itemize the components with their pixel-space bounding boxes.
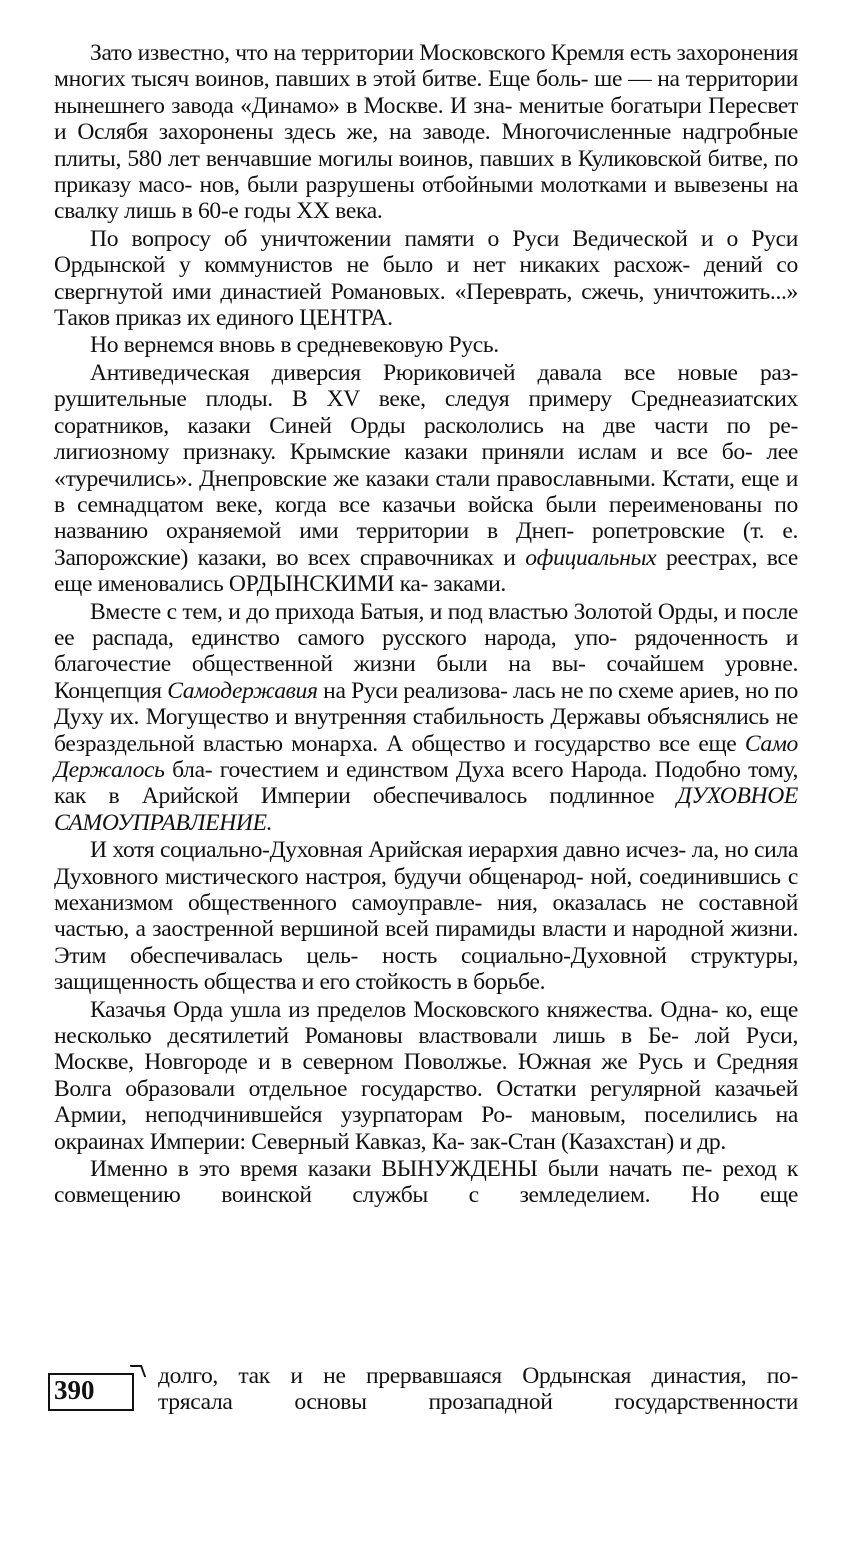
text-line: официальных реестрах, все еще именовались ОРДЫНСКИМИ ка- bbox=[54, 544, 798, 598]
text-line: заками. bbox=[433, 571, 506, 598]
text-line: стабильность Державы объяснялись не безраздельной властью bbox=[54, 704, 798, 757]
text-line: лигиозному признаку. Крымские казаки приняли ислам и все бо- bbox=[54, 439, 753, 466]
text-line: Казачья Орда ушла из пределов Московского княжества. Одна- bbox=[90, 996, 719, 1023]
text-line: регулярной казачьей Армии, неподчинившейся узурпаторам Ро- bbox=[54, 1075, 798, 1129]
paragraph-2 bbox=[54, 226, 798, 332]
text-line: реход к совмещению воинской службы с земледелием. Но еще bbox=[54, 1156, 798, 1209]
text-line: рядоченность и благочестие общественной жизни были на вы- bbox=[54, 624, 798, 678]
text-line: и его стойкость в борьбе. bbox=[301, 969, 546, 996]
text-line: пирамиды власти и народной жизни. Этим обеспечивалась цель- bbox=[54, 916, 798, 969]
text-line: менитые богатыри Пересвет и Ослябя захоронены здесь же, на bbox=[54, 92, 798, 146]
text-line: захоронения многих тысяч воинов, павших в этой битве. Еще боль- bbox=[54, 40, 798, 93]
text-line: лой Руси, Москве, Новгороде и в северном Поволжье. Южная же bbox=[54, 1023, 798, 1076]
text-line: Орды, и после ее распада, единство самого русского народа, упо- bbox=[54, 598, 798, 651]
text-line: По вопросу об уничтожении памяти о Руси Ведической и о bbox=[90, 225, 738, 252]
paragraph-7 bbox=[54, 997, 798, 1155]
text-line: ной, соединившись с механизмом общественного самоуправле- bbox=[54, 863, 798, 916]
text-line: нов, были разрушены отбойными молотками и вывезены на свалку bbox=[54, 172, 798, 225]
paragraph-6 bbox=[54, 837, 798, 995]
text-line: рушительные плоды. В XV веке, следуя примеру Среднеазиатских bbox=[54, 386, 798, 413]
footer-continuation-text bbox=[158, 1363, 798, 1416]
text-line: лась не по схеме ариев, но по Духу их. Могущество и внутренняя bbox=[54, 677, 798, 731]
page-number: 390 bbox=[54, 1375, 95, 1405]
text-line: Именно в это время казаки ВЫНУЖДЕНЫ были начать пе- bbox=[90, 1156, 713, 1183]
page-number-frame-edge bbox=[132, 1373, 134, 1409]
text-line: Руси Ордынской у коммунистов не было и нет никаких расхож- bbox=[54, 225, 798, 279]
text-line: соратников, казаки Синей Орды раскололись на две части по ре- bbox=[54, 412, 798, 439]
text-line: ропетровские (т. е. Запорожские) казаки, во всех справочниках и bbox=[54, 518, 798, 571]
text-line: заводе. Многочисленные надгробные плиты, 580 лет венчавшие bbox=[54, 119, 798, 172]
text-line: монарха. А общество и государство все еще Само Держалось бла- bbox=[54, 730, 798, 783]
paragraph-3 bbox=[54, 332, 798, 358]
text-line: лее «туречились». Днепровские же казаки стали православными. bbox=[54, 439, 798, 492]
text-line: ко, еще несколько десятилетий Романовы властвовали лишь в Бе- bbox=[54, 996, 798, 1050]
text-line: Зато известно, что на территории Московского Кремля есть bbox=[90, 40, 671, 66]
text-line: гочестием и единством Духа всего Народа. Подобно тому, как в bbox=[54, 756, 798, 810]
text-line: САМОУПРАВЛЕНИЕ. bbox=[54, 809, 273, 836]
text-line: Кстати, еще и в семнадцатом веке, когда все казачьи войска были bbox=[54, 465, 798, 518]
text-line: Вместе с тем, и до прихода Батыя, и под властью Золотой bbox=[90, 598, 653, 625]
text-line: ла, но сила Духовного мистического настроя, будучи общенарод- bbox=[54, 837, 798, 890]
text-line: лишь в 60-е годы XX века. bbox=[124, 198, 383, 225]
paragraph-4 bbox=[54, 360, 798, 598]
text-line: мановым, поселились на окраинах Империи: Северный Кавказ, Ка- bbox=[54, 1102, 798, 1155]
text-line: Антиведическая диверсия Рюриковичей давала все новые раз- bbox=[90, 359, 798, 386]
text-line: Русь и Средняя Волга образовали отдельное государство. Остатки bbox=[54, 1049, 798, 1102]
text-line: зак-Стан (Казахстан) и др. bbox=[470, 1128, 726, 1155]
text-line: Арийской Империи обеспечивалось подлинное ДУХОВНОЕ bbox=[141, 783, 798, 810]
text-line: переименованы по названию охраняемой ими территории в Днеп- bbox=[54, 491, 798, 545]
body-text bbox=[54, 40, 798, 1210]
text-line: дений со свергнутой ими династией Романовых. «Переврать, сжечь, bbox=[54, 252, 798, 305]
text-line: ность социально-Духовной структуры, защищенность общества bbox=[54, 942, 798, 996]
page-footer bbox=[48, 1363, 800, 1416]
text-line: уничтожить...» Таков приказ их единого ЦЕНТРА. bbox=[54, 278, 798, 332]
paragraph-5 bbox=[54, 599, 798, 837]
text-line: сочайшем уровне. Концепция Самодержавия на Руси реализова- bbox=[54, 651, 798, 704]
text-line: ния, оказалась не составной частью, а заостренной вершиной всей bbox=[54, 890, 798, 943]
text-line: И хотя социально-Духовная Арийская иерархия давно исчез- bbox=[90, 837, 686, 864]
text-line: могилы воинов, павших в Куликовской битве, по приказу масо- bbox=[54, 145, 798, 199]
text-line: Но вернемся вновь в средневековую Русь. bbox=[90, 332, 499, 359]
text-line: ше — на территории нынешнего завода «Динамо» в Москве. И зна- bbox=[54, 66, 799, 119]
text-line: трясала основы прозападной государственности bbox=[158, 1389, 798, 1416]
paragraph-8 bbox=[54, 1156, 798, 1209]
text-line: долго, так и не прервавшаяся Ордынская династия, по- bbox=[158, 1363, 798, 1389]
paragraph-1 bbox=[54, 40, 798, 225]
